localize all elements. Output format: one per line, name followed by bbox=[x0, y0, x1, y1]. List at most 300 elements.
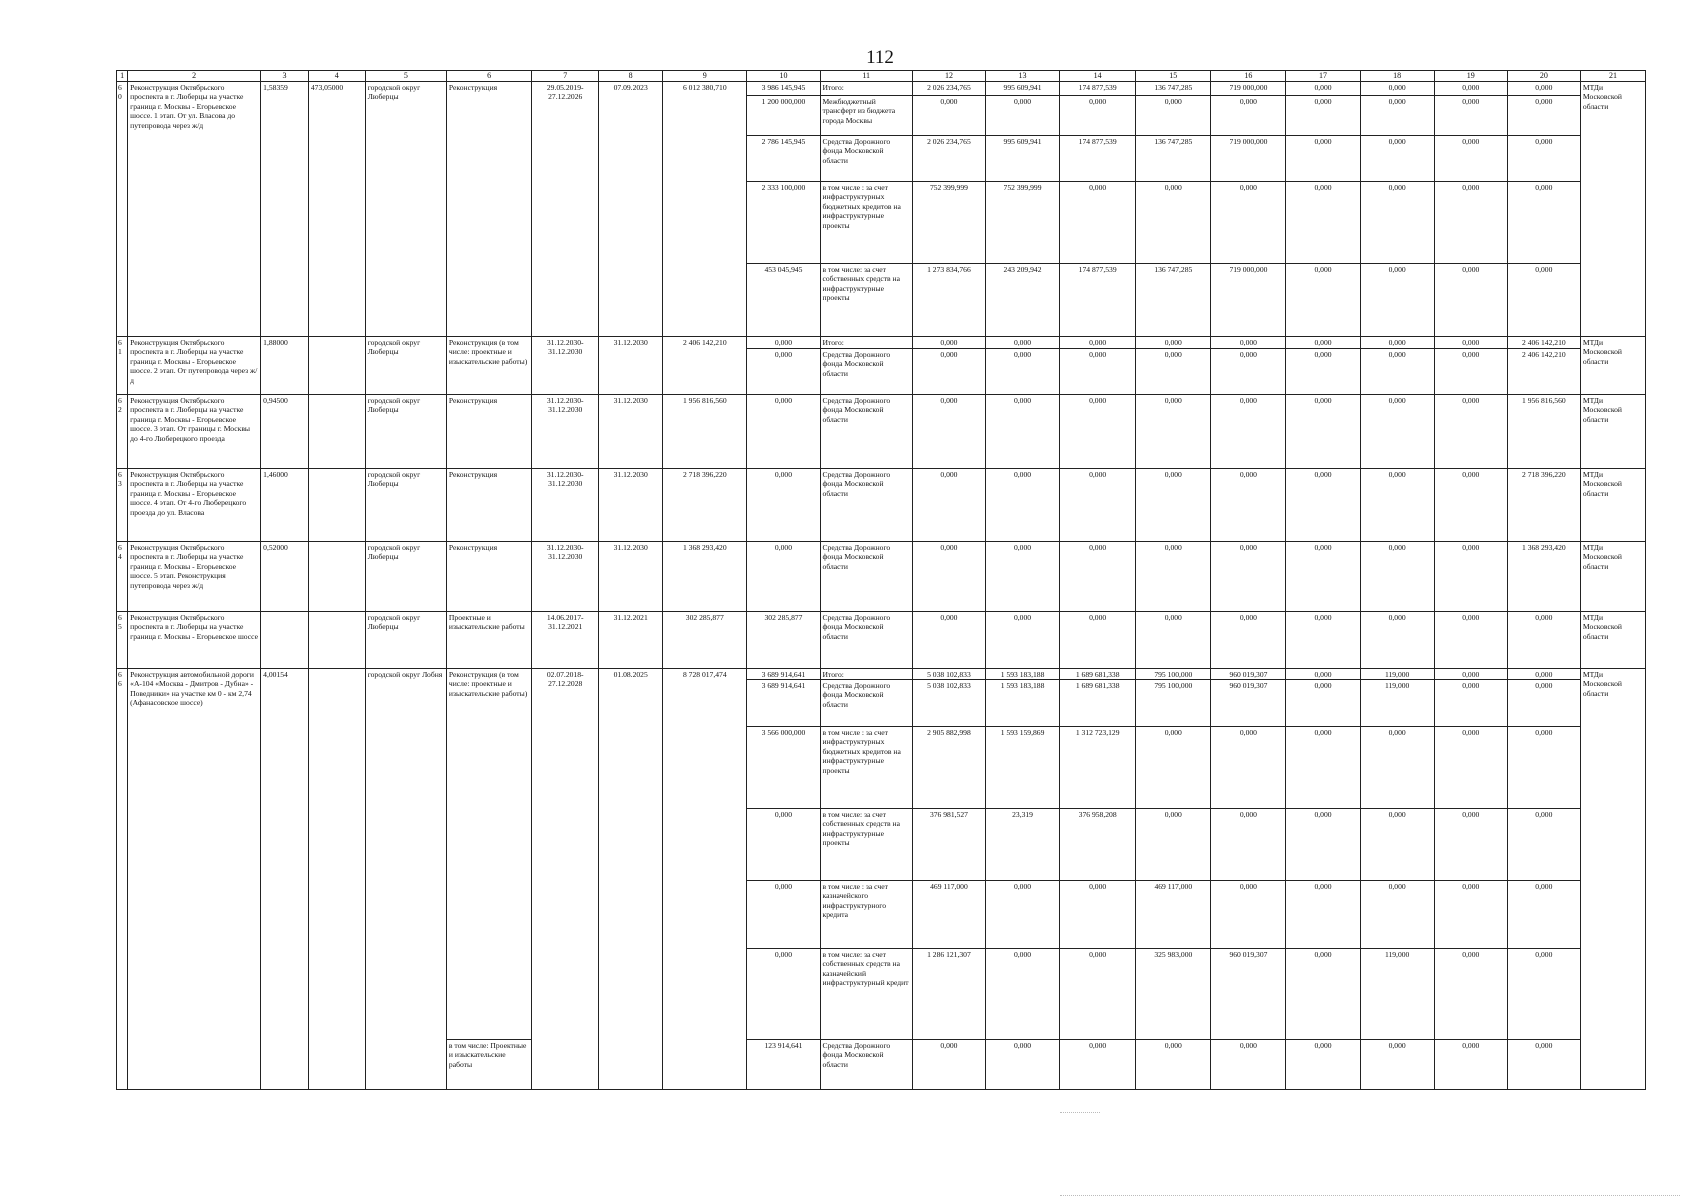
financed-amount: 0,000 bbox=[774, 338, 793, 347]
year-amount: 0,000 bbox=[1508, 263, 1580, 336]
year-amount-stack bbox=[1286, 337, 1359, 394]
total-cost: 8 728 017,474 bbox=[663, 669, 747, 1090]
year-amount-column bbox=[1060, 82, 1136, 337]
funding-source: Итого: bbox=[822, 83, 844, 92]
year-amount-column bbox=[1211, 82, 1286, 337]
year-amount: 0,000 bbox=[1060, 348, 1135, 394]
year-amount: 0,000 bbox=[940, 470, 958, 479]
column-number: 6 bbox=[446, 71, 531, 82]
year-amount-column bbox=[1136, 469, 1211, 542]
year-amount-column bbox=[985, 337, 1059, 395]
year-amount: 0,000 bbox=[1089, 396, 1107, 405]
year-amount: 0,000 bbox=[1136, 348, 1210, 394]
year-amount-column bbox=[912, 669, 985, 1090]
year-amount: 0,000 bbox=[1060, 181, 1135, 263]
length-km: 1,46000 bbox=[261, 469, 309, 542]
municipality: городской округ Люберцы bbox=[365, 612, 446, 669]
year-amount-stack bbox=[1361, 395, 1434, 468]
year-amount: 0,000 bbox=[1314, 338, 1332, 347]
funding-source: Итого: bbox=[822, 670, 844, 679]
funding-source-column bbox=[820, 542, 912, 612]
year-amount: 0,000 bbox=[1286, 808, 1359, 880]
year-amount-column bbox=[985, 669, 1059, 1090]
year-amount-stack bbox=[986, 395, 1059, 468]
year-amount: 2 026 234,765 bbox=[913, 135, 985, 181]
year-amount: 0,000 bbox=[1435, 348, 1507, 394]
year-amount-column bbox=[1136, 337, 1211, 395]
year-amount: 0,000 bbox=[1508, 679, 1580, 726]
year-amount: 0,000 bbox=[940, 338, 958, 347]
year-amount: 0,000 bbox=[1286, 1039, 1359, 1089]
year-amount: 0,000 bbox=[1211, 95, 1285, 135]
year-amount: 0,000 bbox=[1435, 95, 1507, 135]
year-amount-column bbox=[1507, 669, 1580, 1090]
year-amount: 0,000 bbox=[1164, 543, 1182, 552]
year-amount-column bbox=[1434, 395, 1507, 469]
year-amount: 0,000 bbox=[1508, 1039, 1580, 1089]
row-number: 64 bbox=[117, 542, 128, 612]
year-amount-stack bbox=[1508, 669, 1580, 1089]
year-amount: 0,000 bbox=[1435, 1039, 1507, 1089]
year-amount-stack bbox=[1060, 542, 1135, 611]
year-amount: 0,000 bbox=[1164, 613, 1182, 622]
year-amount-column bbox=[1434, 82, 1507, 337]
column-number: 12 bbox=[912, 71, 985, 82]
year-amount: 1 368 293,420 bbox=[1522, 543, 1566, 552]
year-amount: 5 038 102,833 bbox=[913, 679, 985, 726]
table-row bbox=[117, 469, 1646, 542]
year-amount: 0,000 bbox=[1435, 808, 1507, 880]
year-amount: 0,000 bbox=[986, 95, 1059, 135]
completion-date: 31.12.2030 bbox=[599, 395, 663, 469]
year-amount-column bbox=[1286, 542, 1360, 612]
responsible-body: МТДи Московской области bbox=[1580, 612, 1645, 669]
year-amount-column bbox=[1060, 542, 1136, 612]
year-amount-stack bbox=[913, 542, 985, 611]
year-amount: 960 019,307 bbox=[1229, 670, 1268, 679]
year-amount: 0,000 bbox=[1286, 948, 1359, 1039]
year-amount: 0,000 bbox=[1435, 726, 1507, 808]
year-amount-stack bbox=[1361, 542, 1434, 611]
total-cost: 302 285,877 bbox=[663, 612, 747, 669]
year-amount-column bbox=[1136, 612, 1211, 669]
year-amount: 0,000 bbox=[1286, 348, 1359, 394]
year-amount: 0,000 bbox=[1089, 613, 1107, 622]
year-amount: 136 747,285 bbox=[1154, 83, 1193, 92]
page-number: 112 bbox=[866, 47, 894, 68]
year-amount: 0,000 bbox=[1286, 880, 1359, 948]
year-amount-column bbox=[1360, 395, 1434, 469]
column-number: 2 bbox=[128, 71, 261, 82]
column-number: 10 bbox=[747, 71, 820, 82]
year-amount-stack bbox=[1361, 469, 1434, 541]
year-amount: 0,000 bbox=[1286, 679, 1359, 726]
year-amount-stack bbox=[1286, 542, 1359, 611]
year-amount-stack bbox=[1211, 669, 1285, 1089]
year-amount: 752 399,999 bbox=[986, 181, 1059, 263]
financed-amount: 123 914,641 bbox=[747, 1039, 819, 1089]
year-amount-stack bbox=[986, 669, 1059, 1089]
year-amount: 174 877,539 bbox=[1078, 83, 1117, 92]
work-type-cell: Реконструкция bbox=[446, 395, 531, 469]
scan-speck bbox=[1060, 1112, 1100, 1113]
year-amount: 0,000 bbox=[1462, 83, 1480, 92]
year-amount-column bbox=[912, 612, 985, 669]
year-amount: 0,000 bbox=[1211, 880, 1285, 948]
year-amount: 0,000 bbox=[1435, 679, 1507, 726]
total-cost: 1 956 816,560 bbox=[663, 395, 747, 469]
year-amount-column bbox=[912, 542, 985, 612]
financed-amount-column bbox=[747, 469, 820, 542]
funding-source-stack bbox=[821, 469, 912, 541]
year-amount-stack bbox=[1435, 337, 1507, 394]
row-number: 61 bbox=[117, 337, 128, 395]
year-amount-column bbox=[1136, 395, 1211, 469]
responsible-body: МТДи Московской области bbox=[1580, 469, 1645, 542]
funding-source-stack bbox=[821, 395, 912, 468]
year-amount-stack bbox=[1508, 469, 1580, 541]
year-amount-column bbox=[1286, 337, 1360, 395]
year-amount-column bbox=[1360, 612, 1434, 669]
year-amount: 0,000 bbox=[1361, 135, 1434, 181]
year-amount-column bbox=[1360, 82, 1434, 337]
row-number: 63 bbox=[117, 469, 128, 542]
year-amount: 2 718 396,220 bbox=[1522, 470, 1566, 479]
column-number: 8 bbox=[599, 71, 663, 82]
year-amount-column bbox=[1060, 337, 1136, 395]
year-amount-stack bbox=[1435, 395, 1507, 468]
year-amount: 0,000 bbox=[1286, 263, 1359, 336]
work-type-cell: Реконструкция bbox=[446, 469, 531, 542]
year-amount: 719 000,000 bbox=[1211, 135, 1285, 181]
year-amount: 0,000 bbox=[1388, 338, 1406, 347]
row-number: 60 bbox=[117, 82, 128, 337]
year-amount: 0,000 bbox=[1361, 95, 1434, 135]
year-amount: 0,000 bbox=[1388, 83, 1406, 92]
year-amount: 0,000 bbox=[1314, 470, 1332, 479]
year-amount: 136 747,285 bbox=[1136, 135, 1210, 181]
funding-source-stack bbox=[821, 337, 912, 394]
year-amount: 119,000 bbox=[1361, 679, 1434, 726]
work-type-cell: Проектные и изыскательские работы bbox=[446, 612, 531, 669]
year-amount: 469 117,000 bbox=[913, 880, 985, 948]
length-km: 1,88000 bbox=[261, 337, 309, 395]
year-amount-column bbox=[1507, 469, 1580, 542]
year-amount-stack bbox=[1286, 82, 1359, 336]
funding-source: в том числе: за счет собственных средств на инфраструктурные проекты bbox=[821, 808, 912, 880]
completion-date: 31.12.2030 bbox=[599, 542, 663, 612]
year-amount: 995 609,941 bbox=[986, 135, 1059, 181]
total-cost: 2 718 396,220 bbox=[663, 469, 747, 542]
municipality: городской округ Люберцы bbox=[365, 337, 446, 395]
year-amount: 0,000 bbox=[1361, 181, 1434, 263]
row-number: 62 bbox=[117, 395, 128, 469]
object-name: Реконструкция Октябрьского проспекта в г. Люберцы на участке граница г. Москвы - Егорьевское шоссе. 2 этап. От путепровода через ж/д bbox=[128, 337, 261, 395]
financed-amount-stack bbox=[747, 669, 819, 1089]
length-km: 0,94500 bbox=[261, 395, 309, 469]
object-name: Реконструкция Октябрьского проспекта в г. Люберцы на участке граница г. Москвы - Егорьевское шоссе. 3 этап. От границы г. Москвы до 4-го Люберецкого проезда bbox=[128, 395, 261, 469]
year-amount: 243 209,942 bbox=[986, 263, 1059, 336]
year-amount: 0,000 bbox=[1089, 338, 1107, 347]
year-amount-stack bbox=[1361, 669, 1434, 1089]
year-amount: 0,000 bbox=[1361, 808, 1434, 880]
year-amount: 0,000 bbox=[1314, 543, 1332, 552]
year-amount: 0,000 bbox=[1239, 613, 1257, 622]
column-number: 16 bbox=[1211, 71, 1286, 82]
row-number: 65 bbox=[117, 612, 128, 669]
year-amount-column bbox=[1360, 469, 1434, 542]
work-type-extra: в том числе: Проектные и изыскательские работы bbox=[447, 1039, 531, 1089]
period-dates: 14.06.2017- 31.12.2021 bbox=[532, 612, 599, 669]
year-amount: 0,000 bbox=[1314, 613, 1332, 622]
year-amount-column bbox=[1286, 469, 1360, 542]
funding-source: Средства Дорожного фонда Московской области bbox=[821, 1039, 912, 1089]
completion-date: 31.12.2030 bbox=[599, 469, 663, 542]
year-amount: 0,000 bbox=[1136, 181, 1210, 263]
year-amount: 1 689 681,338 bbox=[1075, 670, 1120, 679]
financed-amount: 0,000 bbox=[747, 348, 819, 394]
financed-amount-column bbox=[747, 82, 820, 337]
table-row bbox=[117, 395, 1646, 469]
year-amount-column bbox=[1507, 542, 1580, 612]
year-amount-column bbox=[1286, 82, 1360, 337]
cost-col4 bbox=[308, 395, 365, 469]
year-amount-column bbox=[1211, 337, 1286, 395]
year-amount: 0,000 bbox=[1013, 396, 1032, 405]
year-amount: 1 273 834,766 bbox=[913, 263, 985, 336]
year-amount-column bbox=[1136, 542, 1211, 612]
year-amount: 23,319 bbox=[986, 808, 1059, 880]
table-row bbox=[117, 82, 1646, 337]
year-amount-stack bbox=[1361, 337, 1434, 394]
municipality: городской округ Люберцы bbox=[365, 542, 446, 612]
year-amount-stack bbox=[913, 669, 985, 1089]
financed-amount-stack bbox=[747, 469, 819, 541]
year-amount: 0,000 bbox=[1508, 95, 1580, 135]
funding-source-stack bbox=[821, 542, 912, 611]
funding-source: в том числе: за счет собственных средств на казначейский инфраструктурный кредит bbox=[821, 948, 912, 1039]
year-amount: 0,000 bbox=[1089, 543, 1107, 552]
year-amount: 0,000 bbox=[1136, 1039, 1210, 1089]
year-amount: 1 286 121,307 bbox=[913, 948, 985, 1039]
object-name: Реконструкция Октябрьского проспекта в г. Люберцы на участке граница г. Москвы - Егорьевское шоссе. 5 этап. Реконструкция путепровода через ж/д bbox=[128, 542, 261, 612]
year-amount-column bbox=[1286, 395, 1360, 469]
financed-amount: 1 200 000,000 bbox=[747, 95, 819, 135]
year-amount: 0,000 bbox=[913, 1039, 985, 1089]
funding-source: Средства Дорожного фонда Московской области bbox=[821, 348, 912, 394]
year-amount: 0,000 bbox=[1211, 181, 1285, 263]
financed-amount-stack bbox=[747, 612, 819, 668]
column-number: 20 bbox=[1507, 71, 1580, 82]
financed-amount-column bbox=[747, 337, 820, 395]
year-amount-stack bbox=[986, 612, 1059, 668]
column-number: 21 bbox=[1580, 71, 1645, 82]
year-amount: 0,000 bbox=[1508, 948, 1580, 1039]
financed-amount: 3 689 914,641 bbox=[747, 679, 819, 726]
funding-source: Итого: bbox=[822, 338, 844, 347]
year-amount-column bbox=[985, 542, 1059, 612]
row-number: 66 bbox=[117, 669, 128, 1090]
funding-source: Средства Дорожного фонда Московской области bbox=[821, 135, 912, 181]
year-amount: 0,000 bbox=[1435, 880, 1507, 948]
year-amount-stack bbox=[1508, 395, 1580, 468]
column-number: 15 bbox=[1136, 71, 1211, 82]
year-amount: 0,000 bbox=[1136, 726, 1210, 808]
year-amount: 0,000 bbox=[940, 396, 958, 405]
year-amount-column bbox=[1507, 82, 1580, 337]
funding-source: Средства Дорожного фонда Московской области bbox=[822, 543, 891, 571]
funding-source: Средства Дорожного фонда Московской области bbox=[822, 613, 891, 641]
funding-source-column bbox=[820, 337, 912, 395]
length-km: 0,52000 bbox=[261, 542, 309, 612]
financed-amount: 0,000 bbox=[774, 396, 793, 405]
municipality: городской округ Люберцы bbox=[365, 82, 446, 337]
year-amount-column bbox=[1434, 542, 1507, 612]
year-amount-stack bbox=[913, 337, 985, 394]
financed-amount-column bbox=[747, 395, 820, 469]
year-amount-column bbox=[985, 395, 1059, 469]
year-amount: 0,000 bbox=[1286, 726, 1359, 808]
cost-col4 bbox=[308, 612, 365, 669]
work-type-cell bbox=[446, 669, 531, 1090]
year-amount: 0,000 bbox=[1314, 670, 1332, 679]
financed-amount: 453 045,945 bbox=[747, 263, 819, 336]
year-amount-stack bbox=[913, 82, 985, 336]
year-amount: 752 399,999 bbox=[913, 181, 985, 263]
work-type-stack bbox=[447, 669, 531, 1089]
year-amount: 0,000 bbox=[1462, 670, 1480, 679]
year-amount: 1 689 681,338 bbox=[1060, 679, 1135, 726]
year-amount-stack bbox=[1286, 669, 1359, 1089]
funding-source: Средства Дорожного фонда Московской области bbox=[822, 396, 891, 424]
year-amount: 0,000 bbox=[1462, 543, 1480, 552]
financed-amount-stack bbox=[747, 542, 819, 611]
year-amount-column bbox=[1434, 337, 1507, 395]
year-amount: 0,000 bbox=[1013, 613, 1032, 622]
year-amount: 136 747,285 bbox=[1136, 263, 1210, 336]
year-amount: 2 406 142,210 bbox=[1508, 348, 1580, 394]
year-amount-column bbox=[1434, 612, 1507, 669]
year-amount-stack bbox=[986, 337, 1059, 394]
year-amount: 0,000 bbox=[1535, 613, 1553, 622]
year-amount-stack bbox=[913, 395, 985, 468]
funding-source: Межбюджетный трансферт из бюджета города Москвы bbox=[821, 95, 912, 135]
year-amount-column bbox=[1136, 669, 1211, 1090]
year-amount: 0,000 bbox=[1462, 338, 1480, 347]
completion-date: 07.09.2023 bbox=[599, 82, 663, 337]
funding-source-stack bbox=[821, 612, 912, 668]
year-amount: 0,000 bbox=[1435, 181, 1507, 263]
table-row bbox=[117, 612, 1646, 669]
year-amount: 376 981,527 bbox=[913, 808, 985, 880]
column-number: 19 bbox=[1434, 71, 1507, 82]
municipality: городской округ Лобня bbox=[365, 669, 446, 1090]
year-amount: 0,000 bbox=[1462, 470, 1480, 479]
table-row bbox=[117, 337, 1646, 395]
year-amount: 0,000 bbox=[1164, 396, 1182, 405]
year-amount: 1 312 723,129 bbox=[1060, 726, 1135, 808]
year-amount-stack bbox=[1060, 612, 1135, 668]
length-km: 1,58359 bbox=[261, 82, 309, 337]
year-amount-stack bbox=[1136, 395, 1210, 468]
year-amount-stack bbox=[1435, 612, 1507, 668]
year-amount: 0,000 bbox=[1136, 808, 1210, 880]
responsible-body: МТДи Московской области bbox=[1580, 337, 1645, 395]
year-amount-column bbox=[1211, 669, 1286, 1090]
year-amount-column bbox=[1360, 542, 1434, 612]
year-amount: 0,000 bbox=[986, 948, 1059, 1039]
work-type-cell: Реконструкция (в том числе: проектные и изыскательские работы) bbox=[446, 337, 531, 395]
funding-source-column bbox=[820, 469, 912, 542]
year-amount: 0,000 bbox=[1462, 396, 1480, 405]
year-amount: 0,000 bbox=[1388, 613, 1406, 622]
financed-amount-stack bbox=[747, 82, 819, 336]
year-amount: 0,000 bbox=[913, 95, 985, 135]
year-amount-stack bbox=[1060, 82, 1135, 336]
year-amount-column bbox=[1060, 469, 1136, 542]
year-amount-stack bbox=[986, 82, 1059, 336]
funding-source-stack bbox=[821, 82, 912, 336]
year-amount: 469 117,000 bbox=[1136, 880, 1210, 948]
year-amount-column bbox=[1060, 612, 1136, 669]
column-number: 5 bbox=[365, 71, 446, 82]
year-amount-stack bbox=[1136, 669, 1210, 1089]
length-km: 4,00154 bbox=[261, 669, 309, 1090]
column-number: 18 bbox=[1360, 71, 1434, 82]
year-amount-stack bbox=[1508, 612, 1580, 668]
work-type-cell: Реконструкция bbox=[446, 542, 531, 612]
year-amount: 0,000 bbox=[1361, 1039, 1434, 1089]
year-amount: 0,000 bbox=[1361, 880, 1434, 948]
object-name: Реконструкция автомобильной дороги «А-104 «Москва - Дмитров - Дубна» - Поведники» на участке км 0 - км 2,74 (Афанасовское шоссе) bbox=[128, 669, 261, 1090]
year-amount-stack bbox=[1361, 82, 1434, 336]
year-amount: 0,000 bbox=[1361, 348, 1434, 394]
length-km bbox=[261, 612, 309, 669]
year-amount: 0,000 bbox=[1388, 396, 1406, 405]
completion-date: 31.12.2021 bbox=[599, 612, 663, 669]
cost-col4 bbox=[308, 542, 365, 612]
year-amount: 0,000 bbox=[1388, 543, 1406, 552]
year-amount-stack bbox=[1435, 542, 1507, 611]
funding-source: в том числе: за счет собственных средств на инфраструктурные проекты bbox=[821, 263, 912, 336]
financed-amount: 302 285,877 bbox=[764, 613, 803, 622]
column-number: 13 bbox=[985, 71, 1059, 82]
completion-date: 31.12.2030 bbox=[599, 337, 663, 395]
period-dates: 31.12.2030- 31.12.2030 bbox=[532, 337, 599, 395]
year-amount: 0,000 bbox=[1508, 808, 1580, 880]
year-amount: 0,000 bbox=[1535, 670, 1553, 679]
year-amount-stack bbox=[1286, 395, 1359, 468]
financed-amount: 3 689 914,641 bbox=[761, 670, 806, 679]
scan-edge-line bbox=[1060, 1195, 1680, 1196]
year-amount: 0,000 bbox=[1211, 1039, 1285, 1089]
column-number: 11 bbox=[820, 71, 912, 82]
year-amount: 0,000 bbox=[1508, 135, 1580, 181]
year-amount-column bbox=[912, 337, 985, 395]
year-amount: 995 609,941 bbox=[1003, 83, 1042, 92]
completion-date: 01.08.2025 bbox=[599, 669, 663, 1090]
financed-amount-stack bbox=[747, 337, 819, 394]
year-amount-stack bbox=[1211, 82, 1285, 336]
year-amount: 0,000 bbox=[1435, 135, 1507, 181]
year-amount-column bbox=[1434, 469, 1507, 542]
year-amount: 0,000 bbox=[1013, 338, 1032, 347]
object-name: Реконструкция Октябрьского проспекта в г. Люберцы на участке граница г. Москвы - Егорьевское шоссе. 1 этап. От ул. Власова до путепровода через ж/д bbox=[128, 82, 261, 337]
year-amount-stack bbox=[1286, 612, 1359, 668]
year-amount: 0,000 bbox=[1508, 726, 1580, 808]
year-amount: 0,000 bbox=[1286, 135, 1359, 181]
year-amount: 960 019,307 bbox=[1211, 948, 1285, 1039]
